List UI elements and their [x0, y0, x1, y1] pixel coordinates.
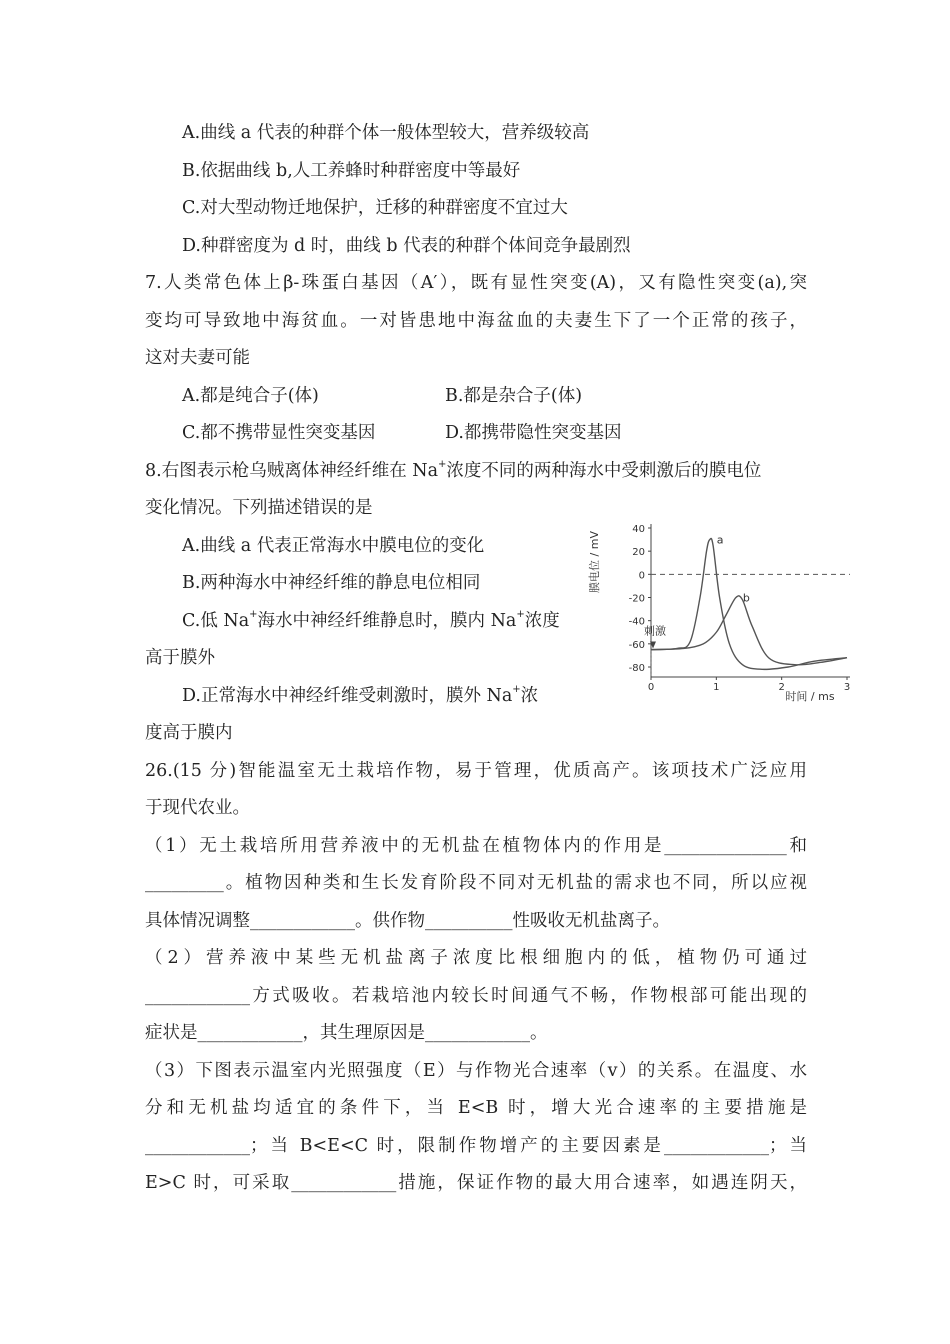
chart-x-tick-label: 0	[647, 682, 655, 693]
q26-line10: 分和无机盐均适宜的条件下，当 E<B 时，增大光合速率的主要措施是	[145, 1098, 807, 1118]
q6-option-b: B.依据曲线 b,人工养蜂时种群密度中等最好	[182, 161, 521, 181]
q26-line4: _________。植物因种类和生长发育阶段不同对无机盐的需求也不同，所以应视	[145, 873, 807, 893]
chart-x-label: 时间 / ms	[785, 690, 835, 703]
chart-y-tick-label: -20	[628, 593, 645, 605]
q7-stem-line1: 7.人类常色体上β-珠蛋白基因（A′），既有显性突变(A)，又有隐性突变(a),突	[145, 273, 807, 293]
q6-option-a: A.曲线 a 代表的种群个体一般体型较大，营养级较高	[182, 123, 590, 143]
q26-line12: E>C 时，可采取____________措施，保证作物的最大用合速率，如遇连阴天，	[145, 1173, 807, 1193]
q7-option-c: C.都不携带显性突变基因	[182, 423, 376, 443]
chart-series-label-b: b	[742, 591, 750, 605]
q7-stem-line2: 变均可导致地中海贫血。一对皆患地中海盆血的夫妻生下了一个正常的孩子，	[145, 311, 807, 331]
q6-option-c: C.对大型动物迁地保护，迁移的种群密度不宜过大	[182, 198, 568, 218]
chart-series-label-a: a	[716, 533, 724, 547]
q26-line3: （1）无土栽培所用营养液中的无机盐在植物体内的作用是______________和	[145, 836, 807, 856]
q8-option-d-cont: 度高于膜内	[145, 723, 233, 743]
chart-y-tick-label: 20	[632, 547, 645, 559]
q26-line1: 26.(15 分)智能温室无土栽培作物，易于管理，优质高产。该项技术广泛应用	[145, 761, 807, 781]
q8-stem-line1: 8.右图表示枪乌贼离体神经纤维在 Na+浓度不同的两种海水中受刺激后的膜电位	[145, 459, 762, 481]
chart-y-tick-label: -60	[628, 639, 645, 651]
q26-line5: 具体情况调整____________。供作物__________性吸收无机盐离子。	[145, 911, 670, 931]
membrane-potential-chart	[585, 512, 865, 712]
chart-y-label: 膜电位 / mV	[588, 531, 601, 593]
chart-x-tick-label: 3	[843, 682, 851, 693]
q7-stem-line3: 这对夫妻可能	[145, 348, 250, 368]
q26-line6: （2）营养液中某些无机盐离子浓度比根细胞内的低，植物仍可通过	[145, 948, 807, 968]
q8-stem-line2: 变化情况。下列描述错误的是	[145, 498, 373, 518]
q26-line11: ____________；当 B<E<C 时，限制作物增产的主要因素是____________；当	[145, 1136, 807, 1156]
q8-option-b: B.两种海水中神经纤维的静息电位相同	[182, 573, 481, 593]
chart-y-tick-label: -80	[628, 663, 645, 674]
q7-option-d: D.都携带隐性突变基因	[445, 423, 622, 443]
chart-x-tick-label: 2	[778, 682, 785, 693]
q8-option-c: C.低 Na+海水中神经纤维静息时，膜内 Na+浓度	[182, 609, 560, 631]
q7-option-b: B.都是杂合子(体)	[445, 386, 583, 406]
q6-option-d: D.种群密度为 d 时，曲线 b 代表的种群个体间竞争最剧烈	[182, 236, 631, 256]
chart-x-tick-label: 1	[713, 682, 720, 693]
q26-line7: ____________方式吸收。若栽培池内较长时间通气不畅，作物根部可能出现的	[145, 986, 807, 1006]
chart-y-tick-label: -40	[628, 616, 645, 628]
q26-line8: 症状是____________，其生理原因是____________。	[145, 1023, 548, 1043]
chart-series-b	[651, 596, 847, 665]
chart-y-tick-label: 40	[632, 524, 645, 535]
q7-option-a: A.都是纯合子(体)	[182, 386, 319, 406]
chart-y-tick-label: 0	[638, 570, 645, 582]
q8-option-d: D.正常海水中神经纤维受刺激时，膜外 Na+浓	[182, 684, 539, 706]
q8-option-a: A.曲线 a 代表正常海水中膜电位的变化	[182, 536, 485, 556]
q26-line2: 于现代农业。	[145, 798, 250, 818]
q26-line9: （3）下图表示温室内光照强度（E）与作物光合速率（v）的关系。在温度、水	[145, 1061, 807, 1081]
chart-annotation-stimulus: 刺激	[644, 624, 666, 638]
q8-option-c-cont: 高于膜外	[145, 648, 215, 668]
